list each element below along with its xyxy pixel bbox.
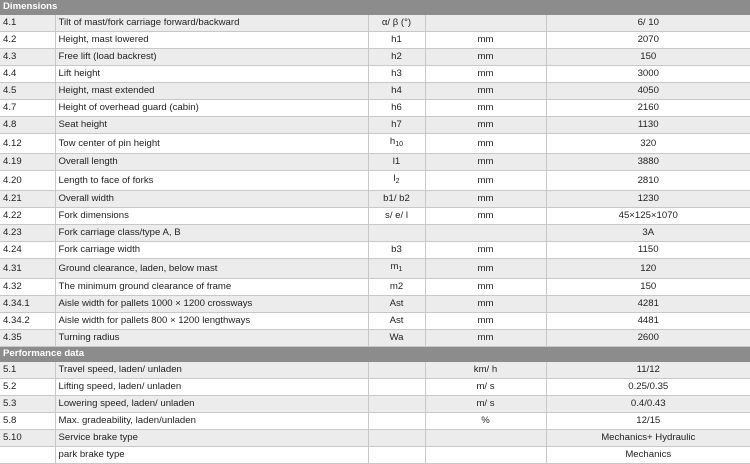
symbol-cell [368, 447, 425, 464]
value-cell: 1150 [546, 242, 750, 259]
table-row [0, 430, 750, 447]
description-cell: Max. gradeability, laden/unladen [55, 413, 368, 430]
table-row [0, 296, 750, 313]
symbol-cell: h4 [368, 83, 425, 100]
item-number-cell: 4.23 [0, 225, 55, 242]
symbol-subscript: 1 [398, 266, 403, 273]
item-number-cell: 4.35 [0, 330, 55, 347]
section-title: Performance data [0, 347, 750, 362]
unit-cell: mm [425, 259, 546, 279]
value-cell: 2600 [546, 330, 750, 347]
description-cell: The minimum ground clearance of frame [55, 279, 368, 296]
table-row [0, 259, 750, 279]
value-cell: 6/ 10 [546, 15, 750, 32]
section-header [0, 347, 750, 362]
symbol-cell: h3 [368, 66, 425, 83]
value-cell: 4050 [546, 83, 750, 100]
symbol-cell [368, 259, 425, 279]
description-cell: Height, mast lowered [55, 32, 368, 49]
symbol-text: m [390, 261, 399, 272]
value-cell: 320 [546, 134, 750, 154]
unit-cell: mm [425, 134, 546, 154]
symbol-cell [368, 379, 425, 396]
unit-cell: m/ s [425, 379, 546, 396]
section-title: Dimensions [0, 0, 750, 15]
table-row [0, 100, 750, 117]
value-cell: 1230 [546, 191, 750, 208]
item-number-cell: 5.1 [0, 362, 55, 379]
symbol-cell: h2 [368, 49, 425, 66]
value-cell: 4281 [546, 296, 750, 313]
table-row [0, 134, 750, 154]
value-cell: 0.25/0.35 [546, 379, 750, 396]
symbol-cell: Wa [368, 330, 425, 347]
unit-cell: mm [425, 32, 546, 49]
item-number-cell: 4.7 [0, 100, 55, 117]
item-number-cell: 4.34.2 [0, 313, 55, 330]
unit-cell: mm [425, 296, 546, 313]
unit-cell: mm [425, 49, 546, 66]
symbol-cell: h1 [368, 32, 425, 49]
value-cell: 12/15 [546, 413, 750, 430]
description-cell: Overall length [55, 154, 368, 171]
table-row [0, 279, 750, 296]
description-cell: park brake type [55, 447, 368, 464]
item-number-cell: 5.8 [0, 413, 55, 430]
value-cell: Mechanics [546, 447, 750, 464]
symbol-subscript: 10 [395, 141, 404, 148]
value-cell: 120 [546, 259, 750, 279]
unit-cell: mm [425, 117, 546, 134]
description-cell: Height, mast extended [55, 83, 368, 100]
unit-cell: mm [425, 100, 546, 117]
value-cell: Mechanics+ Hydraulic [546, 430, 750, 447]
symbol-cell: s/ e/ l [368, 208, 425, 225]
value-cell: 1130 [546, 117, 750, 134]
value-cell: 3000 [546, 66, 750, 83]
item-number-cell: 4.19 [0, 154, 55, 171]
table-row [0, 191, 750, 208]
value-cell: 2160 [546, 100, 750, 117]
section-header [0, 0, 750, 15]
table-row [0, 242, 750, 259]
description-cell: Service brake type [55, 430, 368, 447]
description-cell: Overall width [55, 191, 368, 208]
item-number-cell: 5.3 [0, 396, 55, 413]
value-cell: 45×125×1070 [546, 208, 750, 225]
unit-cell: mm [425, 279, 546, 296]
unit-cell: mm [425, 171, 546, 191]
item-number-cell: 4.31 [0, 259, 55, 279]
item-number-cell: 4.8 [0, 117, 55, 134]
description-cell: Lowering speed, laden/ unladen [55, 396, 368, 413]
unit-cell: mm [425, 83, 546, 100]
item-number-cell: 5.2 [0, 379, 55, 396]
item-number-cell: 4.5 [0, 83, 55, 100]
description-cell: Lift height [55, 66, 368, 83]
symbol-cell [368, 225, 425, 242]
symbol-cell: m2 [368, 279, 425, 296]
description-cell: Fork carriage width [55, 242, 368, 259]
item-number-cell: 4.12 [0, 134, 55, 154]
symbol-text: l [393, 173, 396, 184]
description-cell: Fork dimensions [55, 208, 368, 225]
symbol-cell: h7 [368, 117, 425, 134]
item-number-cell: 4.24 [0, 242, 55, 259]
description-cell: Aisle width for pallets 800 × 1200 lengthways [55, 313, 368, 330]
unit-cell [425, 430, 546, 447]
table-row [0, 362, 750, 379]
description-cell: Tow center of pin height [55, 134, 368, 154]
description-cell: Aisle width for pallets 1000 × 1200 crossways [55, 296, 368, 313]
unit-cell: m/ s [425, 396, 546, 413]
table-row [0, 208, 750, 225]
symbol-text: h [389, 136, 396, 147]
unit-cell: mm [425, 242, 546, 259]
item-number-cell: 5.10 [0, 430, 55, 447]
table-row [0, 313, 750, 330]
unit-cell: mm [425, 313, 546, 330]
table-row [0, 413, 750, 430]
unit-cell: mm [425, 208, 546, 225]
item-number-cell: 4.3 [0, 49, 55, 66]
table-row [0, 117, 750, 134]
description-cell: Seat height [55, 117, 368, 134]
symbol-cell [368, 430, 425, 447]
description-cell: Turning radius [55, 330, 368, 347]
item-number-cell: 4.2 [0, 32, 55, 49]
item-number-cell: 4.34.1 [0, 296, 55, 313]
unit-cell: mm [425, 66, 546, 83]
symbol-cell [368, 413, 425, 430]
unit-cell: % [425, 413, 546, 430]
symbol-cell: l1 [368, 154, 425, 171]
table-row [0, 379, 750, 396]
item-number-cell: 4.1 [0, 15, 55, 32]
description-cell: Height of overhead guard (cabin) [55, 100, 368, 117]
symbol-cell [368, 171, 425, 191]
value-cell: 0.4/0.43 [546, 396, 750, 413]
value-cell: 150 [546, 279, 750, 296]
symbol-subscript: 2 [395, 178, 400, 185]
table-row [0, 225, 750, 242]
value-cell: 150 [546, 49, 750, 66]
unit-cell [425, 15, 546, 32]
description-cell: Length to face of forks [55, 171, 368, 191]
table-row [0, 154, 750, 171]
table-row [0, 66, 750, 83]
value-cell: 3880 [546, 154, 750, 171]
description-cell: Travel speed, laden/ unladen [55, 362, 368, 379]
table-row [0, 396, 750, 413]
symbol-cell: b3 [368, 242, 425, 259]
value-cell: 2070 [546, 32, 750, 49]
symbol-cell: Ast [368, 296, 425, 313]
value-cell: 11/12 [546, 362, 750, 379]
description-cell: Free lift (load backrest) [55, 49, 368, 66]
table-row [0, 83, 750, 100]
item-number-cell: 4.20 [0, 171, 55, 191]
unit-cell: mm [425, 330, 546, 347]
description-cell: Fork carriage class/type A, B [55, 225, 368, 242]
symbol-cell [368, 134, 425, 154]
value-cell: 2810 [546, 171, 750, 191]
unit-cell: mm [425, 154, 546, 171]
symbol-cell: Ast [368, 313, 425, 330]
value-cell: 4481 [546, 313, 750, 330]
description-cell: Tilt of mast/fork carriage forward/backward [55, 15, 368, 32]
table-row [0, 15, 750, 32]
symbol-cell [368, 362, 425, 379]
symbol-cell: b1/ b2 [368, 191, 425, 208]
unit-cell [425, 447, 546, 464]
table-row [0, 171, 750, 191]
item-number-cell: 4.4 [0, 66, 55, 83]
description-cell: Lifting speed, laden/ unladen [55, 379, 368, 396]
table-row [0, 330, 750, 347]
value-cell: 3A [546, 225, 750, 242]
item-number-cell [0, 447, 55, 464]
item-number-cell: 4.21 [0, 191, 55, 208]
symbol-cell: α/ β (°) [368, 15, 425, 32]
symbol-cell [368, 396, 425, 413]
item-number-cell: 4.22 [0, 208, 55, 225]
item-number-cell: 4.32 [0, 279, 55, 296]
table-row [0, 32, 750, 49]
unit-cell: mm [425, 191, 546, 208]
symbol-cell: h6 [368, 100, 425, 117]
table-row [0, 447, 750, 464]
unit-cell: km/ h [425, 362, 546, 379]
table-row [0, 49, 750, 66]
unit-cell [425, 225, 546, 242]
description-cell: Ground clearance, laden, below mast [55, 259, 368, 279]
